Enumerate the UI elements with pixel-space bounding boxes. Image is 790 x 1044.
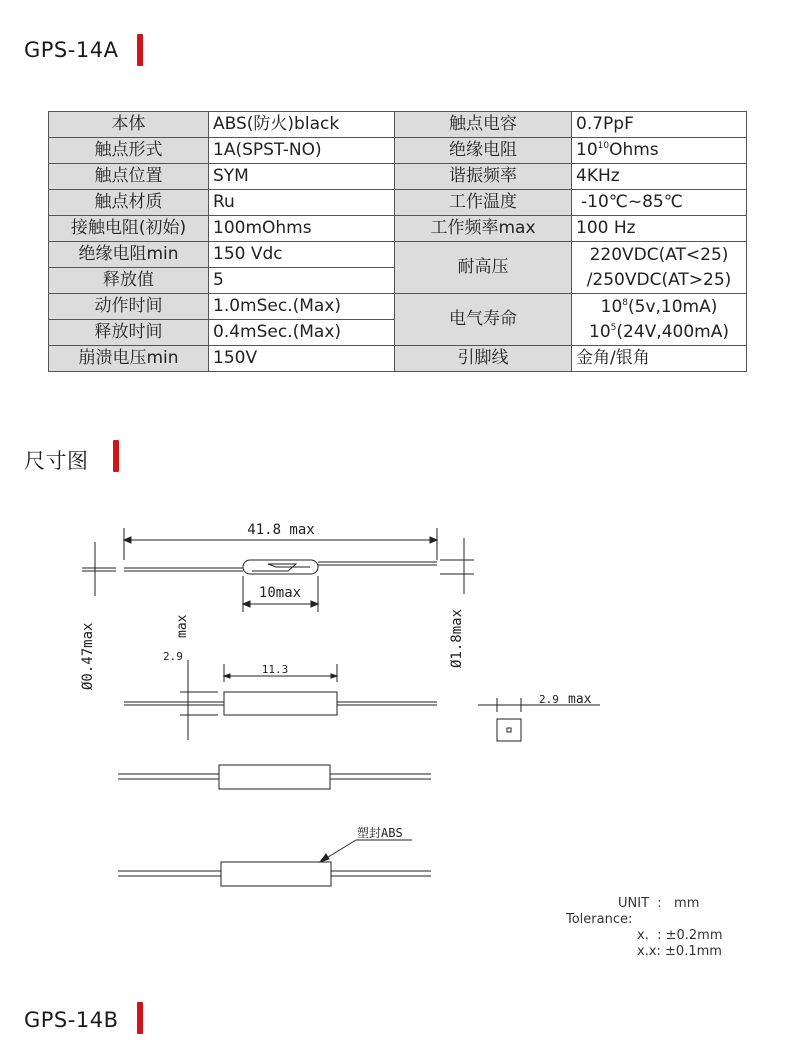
end-view-lead (507, 728, 511, 732)
spec-label: 触点形式 (49, 138, 209, 164)
spec-label: 绝缘电阻min (49, 242, 209, 268)
table-row (49, 112, 747, 138)
red-accent-bar (137, 1002, 143, 1034)
reed-contacts (252, 564, 310, 571)
spec-label: 触点电容 (395, 112, 572, 138)
spec-label: 电气寿命 (395, 294, 572, 346)
spec-label: 触点材质 (49, 190, 209, 216)
spec-value: 1A(SPST-NO) (209, 138, 395, 164)
spec-label: 释放值 (49, 268, 209, 294)
arrowhead (430, 537, 437, 543)
table-row (49, 294, 747, 320)
arrowhead (224, 674, 230, 678)
spec-label: 谐振频率 (395, 164, 572, 190)
end-view-square (497, 719, 521, 741)
spec-label: 崩溃电压min (49, 346, 209, 372)
arrowhead (331, 674, 337, 678)
spec-value: 0.7PpF (572, 112, 747, 138)
tolerance-label: Tolerance: (566, 912, 633, 927)
lead-diameter-label: Ø0.47max (80, 622, 96, 690)
table-row (49, 346, 747, 372)
spec-label: 接触电阻(初始) (49, 216, 209, 242)
spec-value-insulation: $10^{10}Ohms$ (572, 138, 747, 164)
section-title-gps-14b: GPS-14B (24, 1008, 119, 1032)
table-row (49, 190, 747, 216)
spec-label: 动作时间 (49, 294, 209, 320)
table-row (49, 138, 747, 164)
overall-length-label: 41.8 max (247, 522, 315, 538)
max-label: max (175, 614, 190, 638)
square-size-unit: max (568, 692, 592, 707)
table-row (49, 242, 747, 268)
spec-label: 工作温度 (395, 190, 572, 216)
body-diameter-label: Ø1.8max (449, 608, 465, 668)
red-accent-bar (113, 440, 119, 472)
spec-label: 引脚线 (395, 346, 572, 372)
spec-value: 150 Vdc (209, 242, 395, 268)
unit-note: UNIT : mm (618, 896, 700, 911)
spec-value: 4KHz (572, 164, 747, 190)
spec-value: 5 (209, 268, 395, 294)
arrowhead (320, 854, 329, 862)
spec-value: 金角/银角 (572, 346, 747, 372)
spec-value: 100mOhms (209, 216, 395, 242)
table-row (49, 216, 747, 242)
spec-table (48, 111, 747, 372)
spec-value: 0.4mSec.(Max) (209, 320, 395, 346)
arrowhead (243, 601, 250, 607)
plastic-body (224, 692, 337, 715)
height-value-label: 2.9 (163, 650, 183, 663)
spec-value: SYM (209, 164, 395, 190)
section-title-dimensions: 尺寸图 (24, 449, 89, 473)
spec-value-withstand-voltage: 220VDC(AT<25) /250VDC(AT>25) (572, 242, 747, 294)
spec-value: ABS(防火)black (209, 112, 395, 138)
spec-value-electrical-life: $10^8(5v,10mA)$ $10^5(24V,400mA)$ (572, 294, 747, 346)
spec-value: 100 Hz (572, 216, 747, 242)
tolerance-xx: x.x: ±0.1mm (637, 944, 722, 959)
plastic-body (221, 862, 331, 886)
spec-value: Ru (209, 190, 395, 216)
spec-label: 触点位置 (49, 164, 209, 190)
table-row (49, 164, 747, 190)
tolerance-x: x. : ±0.2mm (637, 928, 723, 943)
plastic-body (219, 765, 330, 789)
spec-label: 工作频率max (395, 216, 572, 242)
square-size-value: 2.9 (539, 693, 559, 706)
seal-material-label: 塑封ABS (357, 826, 403, 840)
spec-label: 耐高压 (395, 242, 572, 294)
spec-value: 150V (209, 346, 395, 372)
spec-label: 释放时间 (49, 320, 209, 346)
spec-label: 绝缘电阻 (395, 138, 572, 164)
body-length-label: 10max (258, 585, 302, 601)
red-accent-bar (137, 34, 143, 66)
arrowhead (311, 601, 318, 607)
spec-label: 本体 (49, 112, 209, 138)
section-title-gps-14a: GPS-14A (24, 38, 119, 62)
spec-value: -10℃~85℃ (572, 190, 747, 216)
arrowhead (124, 537, 131, 543)
spec-value: 1.0mSec.(Max) (209, 294, 395, 320)
plastic-body-length-label: 11.3 (261, 663, 289, 676)
